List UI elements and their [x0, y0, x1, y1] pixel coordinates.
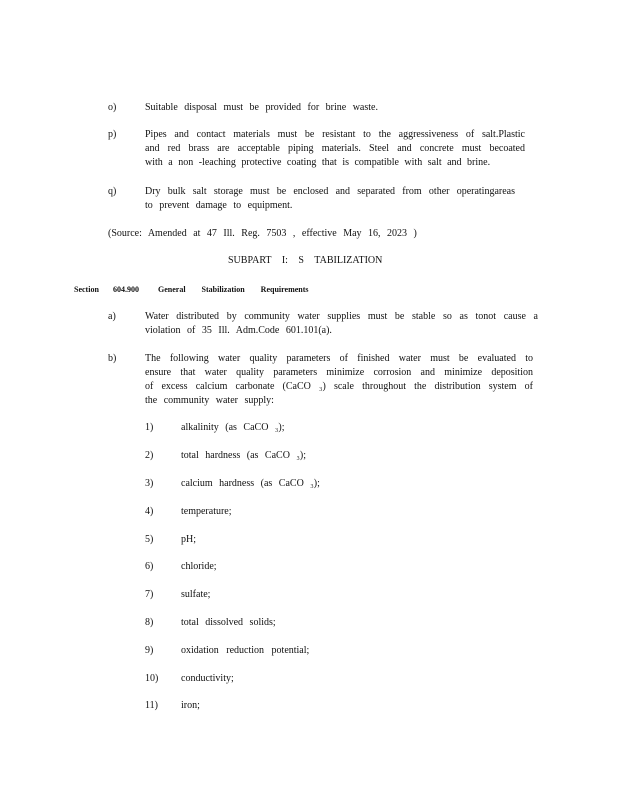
parameter-number: 1)	[145, 422, 154, 433]
item-b-line-4: the community water supply:	[145, 395, 274, 406]
item-p-line-2: and red brass are acceptable piping materials. Steel and concrete must becoated	[145, 143, 525, 154]
parameter-text: chloride;	[181, 561, 217, 572]
parameter-text: sulfate;	[181, 589, 211, 600]
parameter-text: total hardness (as CaCO ₃);	[181, 450, 307, 461]
parameter-text: pH;	[181, 534, 196, 545]
section-number: 604.900	[113, 285, 139, 294]
parameter-text: conductivity;	[181, 673, 234, 684]
parameter-text: alkalinity (as CaCO ₃);	[181, 422, 285, 433]
parameter-number: 6)	[145, 561, 154, 572]
item-b-text	[145, 352, 533, 408]
item-o-text: Suitable disposal must be provided for brine waste.	[145, 102, 378, 113]
item-a-line-2: violation of 35 Ill. Adm.Code 601.101(a).	[145, 325, 332, 336]
item-a-text	[145, 310, 538, 338]
parameter-number: 11)	[145, 700, 158, 711]
parameter-number: 3)	[145, 478, 154, 489]
item-q-line-2: to prevent damage to equipment.	[145, 200, 293, 211]
item-o-label: o)	[108, 102, 117, 113]
item-b-label: b)	[108, 353, 117, 364]
parameter-number: 5)	[145, 534, 154, 545]
parameter-number: 4)	[145, 506, 154, 517]
item-b-line-2: ensure that water quality parameters minimize corrosion and minimize deposition	[145, 367, 533, 378]
section-title: General Stabilization Requirements	[158, 285, 309, 294]
section-label: Section	[74, 285, 99, 294]
item-q-text	[145, 185, 515, 213]
parameter-number: 2)	[145, 450, 154, 461]
parameter-number: 8)	[145, 617, 154, 628]
item-q-line-1: Dry bulk salt storage must be enclosed and separated from other operatingareas	[145, 186, 515, 197]
item-b-line-3: of excess calcium carbonate (CaCO ₃) scale throughout the distribution system of	[145, 381, 533, 392]
parameter-text: iron;	[181, 700, 200, 711]
item-p-text	[145, 128, 525, 170]
item-p-label: p)	[108, 129, 117, 140]
item-q-label: q)	[108, 186, 117, 197]
item-p-line-3: with a non -leaching protective coating that is compatible with salt and brine.	[145, 157, 491, 168]
item-b-line-1: The following water quality parameters of finished water must be evaluated to	[145, 353, 533, 364]
parameter-text: total dissolved solids;	[181, 617, 276, 628]
parameter-number: 7)	[145, 589, 154, 600]
subpart-heading: SUBPART I: S TABILIZATION	[228, 255, 383, 266]
parameter-text: temperature;	[181, 506, 232, 517]
parameter-number: 9)	[145, 645, 154, 656]
parameter-number: 10)	[145, 673, 159, 684]
item-p-line-1: Pipes and contact materials must be resistant to the aggressiveness of salt.Plastic	[145, 129, 525, 140]
source-note: (Source: Amended at 47 Ill. Reg. 7503 , effective May 16, 2023 )	[108, 228, 417, 239]
item-a-label: a)	[108, 311, 116, 322]
parameter-text: calcium hardness (as CaCO ₃);	[181, 478, 320, 489]
parameter-text: oxidation reduction potential;	[181, 645, 310, 656]
item-a-line-1: Water distributed by community water supplies must be stable so as tonot cause a	[145, 311, 538, 322]
